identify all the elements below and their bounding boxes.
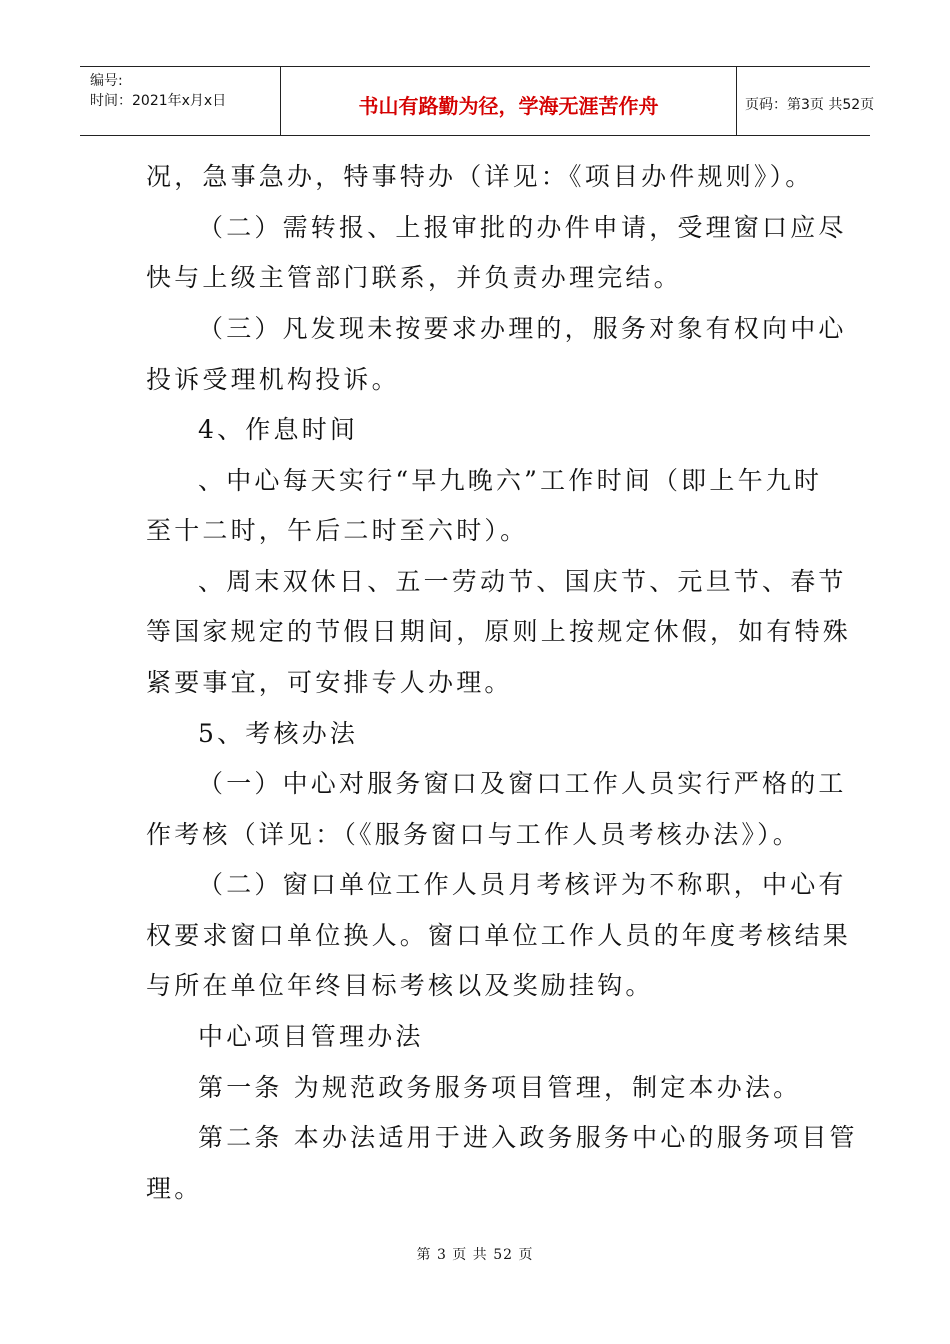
header-meta [80,67,280,135]
body-line: 况，急事急办，特事特办（详见：《项目办件规则》）。 [146,162,814,191]
page-header [80,66,875,136]
page-footer: 第 3 页 共 52 页 [416,1247,534,1263]
body-line: 、中心每天实行“早九晚六”工作时间（即上午九时 [198,466,823,495]
body-line: （二）需转报、上报审批的办件申请，受理窗口应尽 [198,213,847,242]
body-line: 投诉受理机构投诉。 [146,365,400,394]
document-number-label: 编号: [90,73,123,89]
document-date: 时间：2021年x月x日 [90,93,227,109]
body-heading: 5、考核办法 [198,719,359,748]
body-line: 快与上级主管部门联系，并负责办理完结。 [146,263,682,292]
body-line: 至十二时，午后二时至六时）。 [146,516,529,545]
body-line: 、周末双休日、五一劳动节、国庆节、元旦节、春节 [198,567,847,596]
body-line: 作考核（详见：（《服务窗口与工作人员考核办法》）。 [146,820,802,849]
body-line: （二）窗口单位工作人员月考核评为不称职，中心有 [198,870,847,899]
body-line: 紧要事宜，可安排专人办理。 [146,668,513,697]
header-page-info: 页码：第3页 共52页 [745,97,875,113]
body-line: 与所在单位年终目标考核以及奖励挂钩。 [146,971,654,1000]
section-title: 中心项目管理办法 [198,1022,424,1051]
body-line: （一）中心对服务窗口及窗口工作人员实行严格的工 [198,769,847,798]
body-line: 权要求窗口单位换人。窗口单位工作人员的年度考核结果 [146,921,852,950]
body-heading: 4、作息时间 [198,415,359,444]
body-line: 第一条 为规范政务服务项目管理，制定本办法。 [198,1073,802,1102]
body-line: 理。 [146,1174,203,1203]
body-line: 第二条 本办法适用于进入政务服务中心的服务项目管 [198,1123,858,1152]
header-motto: 书山有路勤为径，学海无涯苦作舟 [280,67,737,135]
body-line: （三）凡发现未按要求办理的，服务对象有权向中心 [198,314,847,343]
body-line: 等国家规定的节假日期间，原则上按规定休假，如有特殊 [146,617,852,646]
